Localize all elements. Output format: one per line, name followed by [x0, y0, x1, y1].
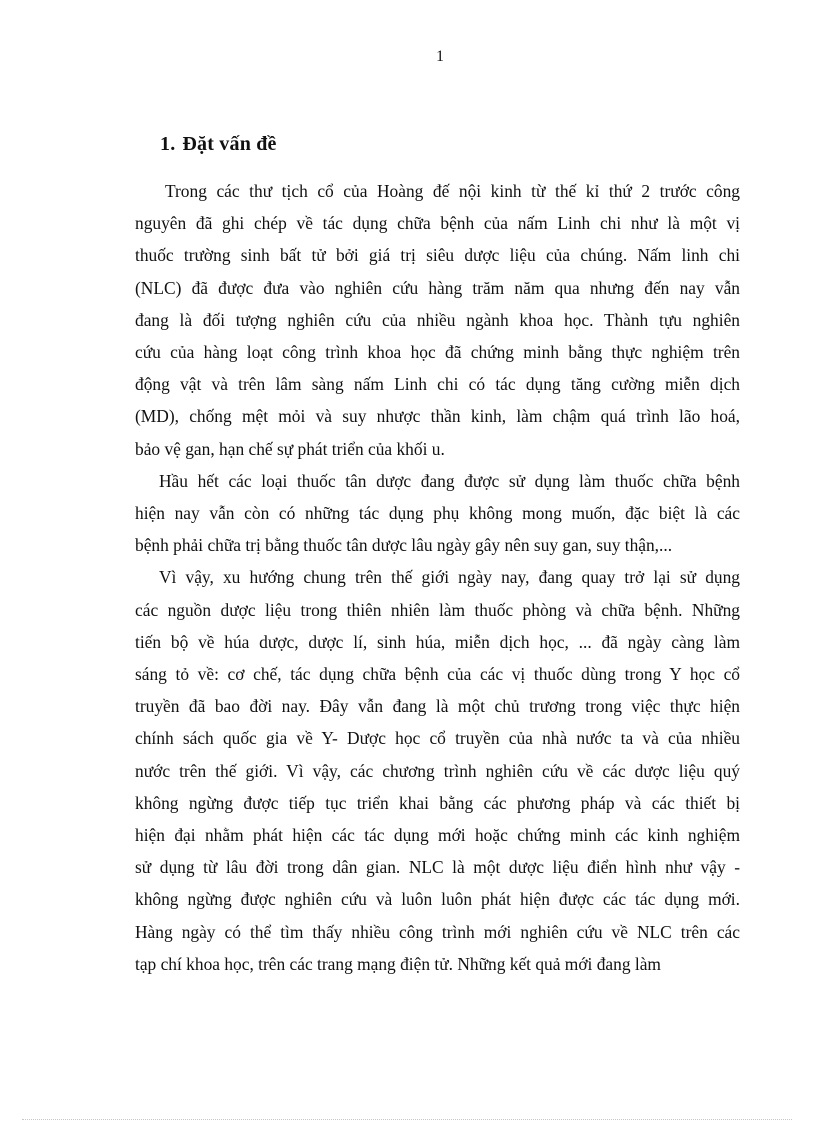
section-title: Đặt vấn đề — [182, 133, 277, 155]
paragraph-2 — [135, 465, 740, 562]
body-text — [135, 175, 740, 980]
text-line: sử dụng từ lâu đời trong dân gian. NLC là một dược liệu điển hình như vậy - — [135, 857, 740, 878]
paragraph-1 — [135, 175, 740, 465]
text-line: đang là đối tượng nghiên cứu của nhiều ngành khoa học. Thành tựu nghiên — [135, 309, 740, 330]
text-line: tạp chí khoa học, trên các trang mạng điện tử. Những kết quả mới đang làm — [135, 953, 661, 974]
page-bottom-divider — [22, 1119, 792, 1120]
text-line: nước trên thế giới. Vì vậy, các chương trình nghiên cứu về các dược liệu quý — [135, 760, 740, 781]
text-line: Trong các thư tịch cổ của Hoàng đế nội kinh từ thế kỉ thứ 2 trước công — [165, 181, 740, 201]
text-line: thuốc trường sinh bất tử bởi giá trị siêu dược liệu của chúng. Nấm linh chi — [135, 245, 740, 266]
text-line: hiện đại nhằm phát hiện các tác dụng mới hoặc chứng minh các kinh nghiệm — [135, 825, 740, 846]
text-line: Vì vậy, xu hướng chung trên thế giới ngày nay, đang quay trở lại sử dụng — [159, 567, 740, 588]
section-number: 1. — [160, 133, 176, 155]
text-line: Hầu hết các loại thuốc tân dược đang được sử dụng làm thuốc chữa bệnh — [159, 470, 740, 491]
text-line: chính sách quốc gia về Y- Dược học cổ truyền của nhà nước ta và của nhiều — [135, 728, 740, 749]
section-heading — [160, 133, 277, 156]
text-line: không ngừng được nghiên cứu và luôn luôn phát hiện được các tác dụng mới. — [135, 889, 740, 910]
text-line: (MD), chống mệt mỏi và suy nhược thần kinh, làm chậm quá trình lão hoá, — [135, 406, 740, 427]
text-line: Hàng ngày có thể tìm thấy nhiều công trình mới nghiên cứu về NLC trên các — [135, 921, 740, 942]
text-line: bệnh phải chữa trị bằng thuốc tân dược lâu ngày gây nên suy gan, suy thận,... — [135, 535, 673, 556]
text-line: không ngừng được tiếp tục triển khai bằng các phương pháp và các thiết bị — [135, 792, 740, 813]
page-number: 1 — [436, 48, 444, 65]
text-line: truyền đã bao đời nay. Đây vẫn đang là một chủ trương trong việc thực hiện — [135, 696, 740, 717]
text-line: (NLC) đã được đưa vào nghiên cứu hàng trăm năm qua nhưng đến nay vẫn — [135, 277, 740, 298]
text-line: bảo vệ gan, hạn chế sự phát triển của khối u. — [135, 438, 445, 459]
text-line: nguyên đã ghi chép về tác dụng chữa bệnh của nấm Linh chi như là một vị — [135, 213, 740, 234]
text-line: hiện nay vẫn còn có những tác dụng phụ không mong muốn, đặc biệt là các — [135, 503, 740, 524]
text-line: cứu của hàng loạt công trình khoa học đã chứng minh bằng thực nghiệm trên — [135, 342, 740, 363]
text-line: tiến bộ về húa dược, dược lí, sinh húa, miễn dịch học, ... đã ngày càng làm — [135, 631, 740, 652]
text-line: sáng tỏ về: cơ chế, tác dụng chữa bệnh của các vị thuốc dùng trong Y học cổ — [135, 664, 740, 685]
paragraph-3 — [135, 561, 740, 980]
text-line: các nguồn dược liệu trong thiên nhiên làm thuốc phòng và chữa bệnh. Những — [135, 599, 740, 620]
text-line: động vật và trên lâm sàng nấm Linh chi có tác dụng tăng cường miễn dịch — [135, 374, 740, 395]
